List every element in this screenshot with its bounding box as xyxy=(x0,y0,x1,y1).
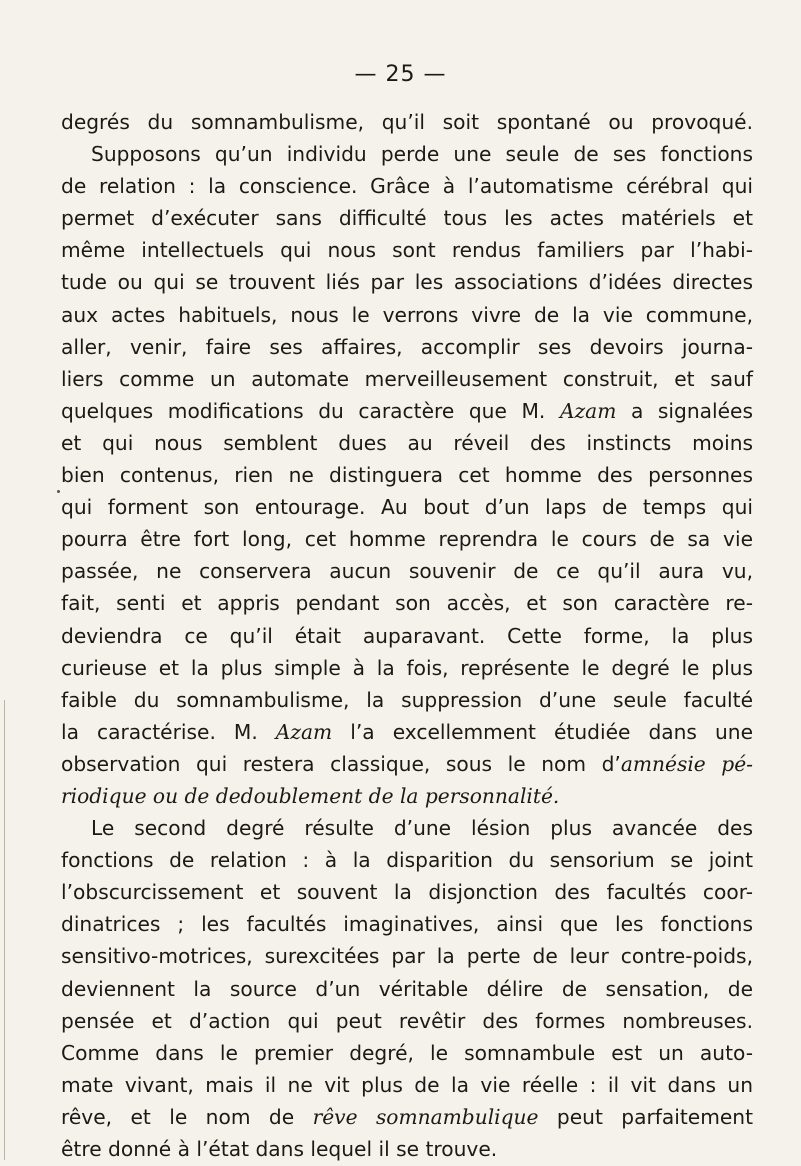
text-line: faible du somnambulisme, la suppression d’une seule faculté xyxy=(61,687,753,712)
text-run: a signalées xyxy=(616,398,753,423)
text-line: pensée et d’action qui peut revêtir des formes nombreuses. xyxy=(61,1008,753,1033)
text-line: deviennent la source d’un véritable délire de sensation, de xyxy=(61,976,753,1001)
text-line: même intellectuels qui nous sont rendus familiers par l’habi- xyxy=(61,238,753,263)
text-line: qui forment son entourage. Au bout d’un laps de temps qui xyxy=(61,495,753,520)
text-line: aux actes habituels, nous le verrons vivre de la vie commune, xyxy=(61,302,753,327)
margin-speck xyxy=(57,490,60,493)
text-line xyxy=(61,716,753,748)
text-run: observation qui restera classique, sous le nom d’ xyxy=(61,751,621,776)
text-line: passée, ne conservera aucun souvenir de ce qu’il aura vu, xyxy=(61,559,753,584)
text-run: l’a excellemment étudiée dans une xyxy=(332,719,754,744)
text-line xyxy=(61,748,753,780)
body-text xyxy=(61,106,753,1165)
text-line: et qui nous semblent dues au réveil des instincts moins xyxy=(61,430,753,455)
text-line xyxy=(61,1101,753,1133)
italic-term: riodique ou de dedoublement de la personnalité. xyxy=(61,783,560,808)
text-line: Le second degré résulte d’une lésion plus avancée des xyxy=(91,816,753,841)
page-number: — 25 — xyxy=(354,62,447,87)
text-line: tude ou qui se trouvent liés par les associations d’idées directes xyxy=(61,270,753,295)
text-line: Supposons qu’un individu perde une seule de ses fonctions xyxy=(91,142,753,167)
text-line: deviendra ce qu’il était auparavant. Cette forme, la plus xyxy=(61,623,753,648)
text-line: fonctions de relation : à la disparition du sensorium se joint xyxy=(61,848,753,873)
text-line: l’obscurcissement et souvent la disjonction des facultés coor- xyxy=(61,880,753,905)
italic-term: amnésie pé- xyxy=(620,751,753,776)
text-line: mate vivant, mais il ne vit plus de la vie réelle : il vit dans un xyxy=(61,1072,753,1097)
italic-name-azam: Azam xyxy=(275,719,333,744)
italic-name-azam: Azam xyxy=(559,398,617,423)
text-line: de relation : la conscience. Grâce à l’automatisme cérébral qui xyxy=(61,174,753,199)
text-run: quelques modifications du caractère que M. xyxy=(61,398,560,423)
text-line: sensitivo-motrices, surexcitées par la perte de leur contre-poids, xyxy=(61,944,753,969)
text-line: liers comme un automate merveilleusement construit, et sauf xyxy=(61,366,753,391)
text-line: pourra être fort long, cet homme reprendra le cours de sa vie xyxy=(61,527,753,552)
text-line: être donné à l’état dans lequel il se trouve. xyxy=(61,1137,498,1161)
text-run: la caractérise. M. xyxy=(61,719,276,744)
text-line: degrés du somnambulisme, qu’il soit spontané ou provoqué. xyxy=(61,110,753,134)
text-line: permet d’exécuter sans difficulté tous les actes matériels et xyxy=(61,206,753,231)
text-line: dinatrices ; les facultés imaginatives, ainsi que les fonctions xyxy=(61,912,753,937)
text-run: peut parfaitement xyxy=(538,1104,753,1129)
text-line xyxy=(61,395,753,427)
text-line xyxy=(61,780,753,812)
text-line: fait, senti et appris pendant son accès, et son caractère re- xyxy=(61,591,753,616)
text-line: Comme dans le premier degré, le somnambule est un auto- xyxy=(61,1040,753,1065)
text-run: rêve, et le nom de xyxy=(61,1104,313,1129)
page-edge-line xyxy=(4,700,5,1160)
text-line: aller, venir, faire ses affaires, accomplir ses devoirs journa- xyxy=(61,334,753,359)
italic-term: rêve somnambulique xyxy=(312,1104,539,1129)
text-line: curieuse et la plus simple à la fois, représente le degré le plus xyxy=(61,655,753,680)
text-line: bien contenus, rien ne distinguera cet homme des personnes xyxy=(61,463,753,488)
